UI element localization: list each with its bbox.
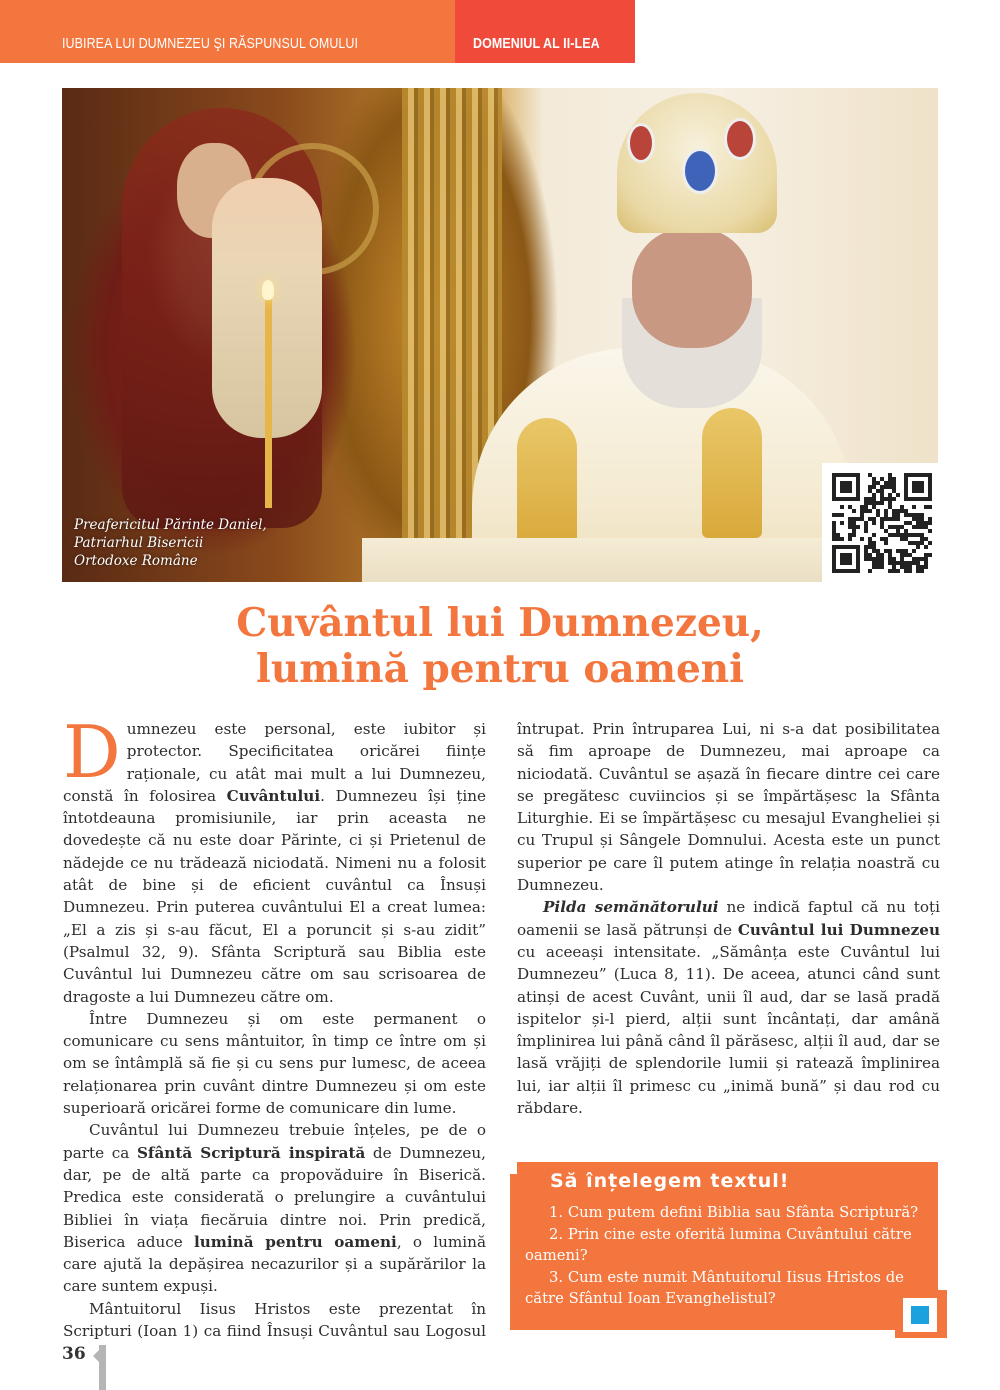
qr-module <box>860 505 864 509</box>
qr-module <box>888 557 892 561</box>
candle <box>265 298 272 508</box>
qr-module <box>860 509 864 513</box>
qr-module <box>860 513 864 517</box>
qr-module <box>876 557 880 561</box>
qr-code-graphic <box>832 473 932 573</box>
qr-module <box>884 481 888 485</box>
qr-module <box>896 533 900 537</box>
text: de Dumnezeu, dar, pe de altă parte ca propovăduire în Biserică. Predica este considerată o prelungire a cuvântului Bibliei în viața fiecăruia dintre noi. Prin predică, Biserica aduce <box>63 1143 486 1251</box>
questions-box <box>517 1162 938 1330</box>
qr-module <box>852 521 856 525</box>
qr-module <box>852 509 856 513</box>
question-item: 1. Cum putem defini Biblia sau Sfânta Scriptură? <box>549 1204 919 1221</box>
qr-module <box>864 545 868 549</box>
qr-module <box>884 485 888 489</box>
qr-module <box>920 569 924 573</box>
qr-module <box>888 477 892 481</box>
bold-term: Sfântă Scriptură inspirată <box>136 1143 366 1162</box>
qr-module <box>888 569 892 573</box>
qr-module <box>856 525 860 529</box>
qr-module <box>916 513 920 517</box>
qr-module <box>892 565 896 569</box>
qr-module <box>888 485 892 489</box>
paragraph: Mântuitorul Iisus Hristos este prezentat în Scripturi (Ioan 1) ca fiind Însuși Cuvântul sau Logosul <box>63 1299 486 1341</box>
qr-module <box>876 549 880 553</box>
qr-module <box>872 541 876 545</box>
qr-module <box>916 517 920 521</box>
qr-module <box>904 533 908 537</box>
qr-module <box>888 525 892 529</box>
qr-module <box>880 477 884 481</box>
qr-module <box>880 557 884 561</box>
text: umnezeu este personal, este iubitor și protector. Specificitatea oricărei ființe raționale, cu atât mai mult a lui Dumnezeu, constă în folosirea <box>63 720 486 805</box>
qr-module <box>900 561 904 565</box>
qr-module <box>856 517 860 521</box>
qr-module <box>908 541 912 545</box>
qr-module <box>912 513 916 517</box>
qr-module <box>912 517 916 521</box>
qr-module <box>920 517 924 521</box>
qr-module <box>896 525 900 529</box>
qr-module <box>848 521 852 525</box>
qr-module <box>880 565 884 569</box>
qr-module <box>876 561 880 565</box>
qr-module <box>916 541 920 545</box>
bold-term: Cuvântul lui Dumnezeu <box>737 920 940 939</box>
qr-module <box>912 525 916 529</box>
qr-module <box>872 549 876 553</box>
qr-module <box>924 537 928 541</box>
qr-module <box>912 561 916 565</box>
qr-module <box>864 501 868 505</box>
article-title <box>0 600 1000 692</box>
qr-module <box>900 549 904 553</box>
qr-module <box>832 533 836 537</box>
qr-module <box>864 505 868 509</box>
page-edge-bar <box>99 1345 106 1390</box>
qr-module <box>888 501 892 505</box>
questions-list <box>525 1202 930 1310</box>
qr-module <box>884 509 888 513</box>
qr-module <box>868 489 872 493</box>
caption-line: Ortodoxe Române <box>74 553 198 569</box>
qr-module <box>908 565 912 569</box>
qr-module <box>872 497 876 501</box>
qr-module <box>868 517 872 521</box>
qr-module <box>864 525 868 529</box>
lectern <box>362 538 842 582</box>
qr-module <box>840 537 844 541</box>
qr-finder-core <box>912 481 924 493</box>
qr-module <box>904 569 908 573</box>
qr-module <box>928 521 932 525</box>
qr-module <box>836 537 840 541</box>
qr-module <box>884 497 888 501</box>
qr-module <box>832 537 836 541</box>
question-item: 2. Prin cine este oferită lumina Cuvântului către oameni? <box>525 1225 912 1264</box>
qr-module <box>880 517 884 521</box>
qr-module <box>852 529 856 533</box>
patriarch-face <box>632 228 752 348</box>
qr-module <box>872 505 876 509</box>
qr-module <box>868 501 872 505</box>
mitre-icon-right <box>724 118 756 160</box>
qr-module <box>904 513 908 517</box>
qr-finder-core <box>840 553 852 565</box>
qr-module <box>916 569 920 573</box>
qr-module <box>872 565 876 569</box>
qr-module <box>904 553 908 557</box>
qr-module <box>920 541 924 545</box>
qr-module <box>884 541 888 545</box>
qr-module <box>840 505 844 509</box>
qr-module <box>888 481 892 485</box>
qr-module <box>868 497 872 501</box>
qr-module <box>908 533 912 537</box>
qr-module <box>924 521 928 525</box>
qr-module <box>924 557 928 561</box>
qr-module <box>880 521 884 525</box>
qr-module <box>900 525 904 529</box>
qr-code-icon[interactable] <box>822 463 942 583</box>
paragraph <box>63 1119 486 1297</box>
qr-module <box>832 513 836 517</box>
qr-module <box>872 477 876 481</box>
qr-module <box>880 485 884 489</box>
qr-module <box>900 533 904 537</box>
drop-cap: D <box>63 710 121 794</box>
qr-module <box>892 533 896 537</box>
qr-module <box>912 533 916 537</box>
question-item: 3. Cum este numit Mântuitorul Iisus Hristos de către Sfântul Ioan Evanghelistul? <box>525 1268 904 1307</box>
paragraph: întrupat. Prin întruparea Lui, ni s-a dat posibilitatea să fim aproape de Dumnezeu, mai aproape ca niciodată. Cuvântul se așază în fiecare dintre cei care se pregătesc cuviincios și se împărtășesc la Sfânta Liturghie. Ei se împărtășesc cu mesajul Evangheliei și cu Trupul și Sângele Domnului. Acesta este un punct superior pe care îl putem atinge în relația noastră cu Dumnezeu. <box>517 720 940 895</box>
qr-module <box>864 509 868 513</box>
qr-module <box>840 521 844 525</box>
qr-module <box>900 565 904 569</box>
qr-module <box>920 533 924 537</box>
qr-module <box>904 537 908 541</box>
qr-module <box>892 497 896 501</box>
qr-module <box>888 505 892 509</box>
qr-module <box>884 529 888 533</box>
mitre-icon-christ <box>682 148 718 194</box>
qr-module <box>888 561 892 565</box>
qr-module <box>892 561 896 565</box>
qr-module <box>904 561 908 565</box>
qr-module <box>912 505 916 509</box>
photo-caption <box>74 516 267 570</box>
qr-module <box>892 525 896 529</box>
qr-module <box>896 549 900 553</box>
qr-module <box>908 513 912 517</box>
caption-line: Patriarhul Bisericii <box>74 535 204 551</box>
bold-term: lumină pentru oameni <box>194 1232 397 1251</box>
qr-module <box>872 545 876 549</box>
qr-module <box>912 549 916 553</box>
qr-module <box>924 561 928 565</box>
qr-module <box>884 549 888 553</box>
qr-module <box>916 565 920 569</box>
qr-module <box>920 521 924 525</box>
qr-module <box>920 565 924 569</box>
qr-module <box>868 545 872 549</box>
qr-module <box>880 489 884 493</box>
qr-module <box>916 561 920 565</box>
qr-module <box>892 481 896 485</box>
qr-module <box>896 529 900 533</box>
qr-module <box>880 553 884 557</box>
qr-module <box>868 473 872 477</box>
qr-module <box>864 553 868 557</box>
qr-module <box>872 561 876 565</box>
qr-module <box>912 557 916 561</box>
qr-module <box>860 537 864 541</box>
qr-module <box>872 481 876 485</box>
qr-module <box>852 525 856 529</box>
qr-module <box>888 497 892 501</box>
qr-module <box>876 553 880 557</box>
qr-module <box>852 517 856 521</box>
qr-module <box>876 501 880 505</box>
qr-module <box>916 521 920 525</box>
paragraph <box>63 710 486 1008</box>
qr-module <box>872 521 876 525</box>
qr-module <box>880 493 884 497</box>
qr-module <box>832 529 836 533</box>
qr-module <box>840 513 844 517</box>
qr-module <box>876 489 880 493</box>
qr-module <box>884 517 888 521</box>
box-marker-frame <box>903 1298 937 1332</box>
qr-module <box>872 557 876 561</box>
qr-module <box>896 513 900 517</box>
bold-term: Cuvântului <box>226 786 321 805</box>
qr-module <box>896 493 900 497</box>
qr-module <box>920 513 924 517</box>
qr-module <box>880 561 884 565</box>
qr-module <box>904 549 908 553</box>
qr-module <box>868 541 872 545</box>
qr-module <box>884 537 888 541</box>
page-number: 36 <box>62 1344 86 1364</box>
mitre-icon-left <box>627 123 655 163</box>
qr-module <box>892 569 896 573</box>
qr-module <box>880 497 884 501</box>
qr-module <box>888 517 892 521</box>
qr-module <box>868 553 872 557</box>
qr-module <box>892 477 896 481</box>
italic-term: Pilda semănătorului <box>543 898 719 917</box>
qr-module <box>872 533 876 537</box>
qr-module <box>908 521 912 525</box>
qr-module <box>920 525 924 529</box>
qr-module <box>836 533 840 537</box>
qr-module <box>864 529 868 533</box>
qr-module <box>908 553 912 557</box>
hero-photo <box>62 88 938 582</box>
qr-module <box>868 509 872 513</box>
qr-module <box>928 505 932 509</box>
square-marker-icon <box>911 1306 929 1324</box>
questions-box-title: Să înțelegem textul! <box>550 1170 790 1192</box>
qr-module <box>908 569 912 573</box>
qr-module <box>876 481 880 485</box>
qr-module <box>896 561 900 565</box>
qr-module <box>920 537 924 541</box>
paragraph <box>517 896 940 1119</box>
qr-module <box>872 493 876 497</box>
qr-module <box>868 557 872 561</box>
qr-module <box>872 517 876 521</box>
qr-module <box>876 509 880 513</box>
qr-module <box>928 517 932 521</box>
domain-label: DOMENIUL AL II-LEA <box>473 36 600 52</box>
article-column-left <box>63 710 486 1342</box>
qr-module <box>904 565 908 569</box>
qr-module <box>864 549 868 553</box>
caption-line: Preafericitul Părinte Daniel, <box>74 517 267 533</box>
qr-module <box>904 521 908 525</box>
qr-module <box>880 537 884 541</box>
qr-module <box>864 497 868 501</box>
qr-module <box>852 533 856 537</box>
vestment-saint-left <box>517 418 577 548</box>
title-line-2: lumină pentru oameni <box>256 646 744 692</box>
qr-module <box>924 505 928 509</box>
qr-module <box>916 557 920 561</box>
text: Cuvântul lui Dumnezeu trebuie înțeles, pe de o parte ca <box>63 1121 486 1162</box>
vestment-saint-right <box>702 408 762 538</box>
qr-module <box>888 493 892 497</box>
qr-module <box>892 509 896 513</box>
qr-module <box>872 485 876 489</box>
qr-module <box>920 557 924 561</box>
qr-module <box>872 501 876 505</box>
qr-module <box>832 525 836 529</box>
qr-module <box>924 553 928 557</box>
qr-module <box>848 533 852 537</box>
qr-module <box>916 533 920 537</box>
qr-module <box>900 537 904 541</box>
qr-module <box>912 541 916 545</box>
qr-module <box>864 521 868 525</box>
text: . Dumnezeu își ține întotdeauna promisiunile, iar prin aceasta ne dovedește că nu este doar Părinte, ci și Prietenul de nădejde ce nu trădează niciodată. Nimeni nu a folosit atât de bine și de eficient cuvântul ca Însuși Dumnezeu. Prin puterea cuvântului El a creat lumea: „El a zis și s-au făcut, El a poruncit și s-au zidit” (Psalmul 32, 9). Sfânta Scriptură sau Biblia este Cuvântul lui Dumnezeu către om sau scrisoarea de dragoste a lui Dumnezeu către om. <box>63 786 486 1006</box>
article-column-right <box>517 718 940 1119</box>
qr-module <box>888 533 892 537</box>
qr-module <box>868 569 872 573</box>
qr-module <box>896 569 900 573</box>
qr-module <box>848 537 852 541</box>
qr-module <box>908 561 912 565</box>
paragraph: Între Dumnezeu și om este permanent o comunicare cu sens mântuitor, în timp ce între om și om se întâmplă să fie și cu sens pur lumesc, de aceea relaționarea prin cuvânt dintre Dumnezeu și om este superioară oricărei forme de comunicare din lume. <box>63 1009 486 1118</box>
qr-module <box>928 553 932 557</box>
qr-module <box>900 557 904 561</box>
qr-module <box>876 513 880 517</box>
text: ne indică faptul că nu toți oamenii se lasă pătrunși de <box>517 898 940 939</box>
qr-module <box>928 529 932 533</box>
qr-module <box>900 509 904 513</box>
qr-module <box>892 485 896 489</box>
qr-module <box>864 557 868 561</box>
header-section-band <box>0 0 455 63</box>
qr-module <box>904 529 908 533</box>
qr-module <box>924 565 928 569</box>
qr-module <box>832 521 836 525</box>
qr-module <box>900 505 904 509</box>
qr-module <box>860 517 864 521</box>
qr-module <box>900 553 904 557</box>
header-domain-band <box>455 0 635 63</box>
qr-module <box>888 549 892 553</box>
qr-module <box>892 489 896 493</box>
qr-module <box>924 545 928 549</box>
qr-module <box>928 541 932 545</box>
qr-module <box>888 553 892 557</box>
qr-module <box>892 517 896 521</box>
qr-module <box>876 565 880 569</box>
text: cu aceeași intensitate. „Sămânța este Cuvântul lui Dumnezeu” (Luca 8, 11). De aceea, atunci când sunt atinși de acest Cuvânt, unii îl aud, dar se lasă pradă ispitelor și-l pierd, alții sunt încântați, dar amână împlinirea lui până când îl părăsesc, alții îl aud, dar se lasă vrăjiți de splendorile lumii și ratează împlinirea lui, iar alții îl primesc cu „inimă bună” și dau rod cu răbdare. <box>517 942 940 1118</box>
qr-module <box>836 513 840 517</box>
qr-module <box>868 537 872 541</box>
qr-module <box>880 525 884 529</box>
text: , o lumină care ajută la depășirea necazurilor și a supărărilor la care suntem expuși. <box>63 1232 486 1296</box>
qr-module <box>848 525 852 529</box>
qr-module <box>896 517 900 521</box>
qr-module <box>916 545 920 549</box>
qr-module <box>892 557 896 561</box>
qr-module <box>888 473 892 477</box>
candle-flame <box>262 280 274 300</box>
qr-module <box>896 509 900 513</box>
qr-module <box>904 509 908 513</box>
qr-module <box>892 513 896 517</box>
section-title: IUBIREA LUI DUMNEZEU ŞI RĂSPUNSUL OMULUI <box>62 36 359 52</box>
qr-module <box>848 517 852 521</box>
qr-module <box>848 505 852 509</box>
qr-module <box>880 501 884 505</box>
qr-finder-core <box>840 481 852 493</box>
qr-module <box>868 485 872 489</box>
qr-module <box>924 525 928 529</box>
qr-module <box>916 525 920 529</box>
qr-module <box>884 513 888 517</box>
title-line-1: Cuvântul lui Dumnezeu, <box>236 600 764 646</box>
